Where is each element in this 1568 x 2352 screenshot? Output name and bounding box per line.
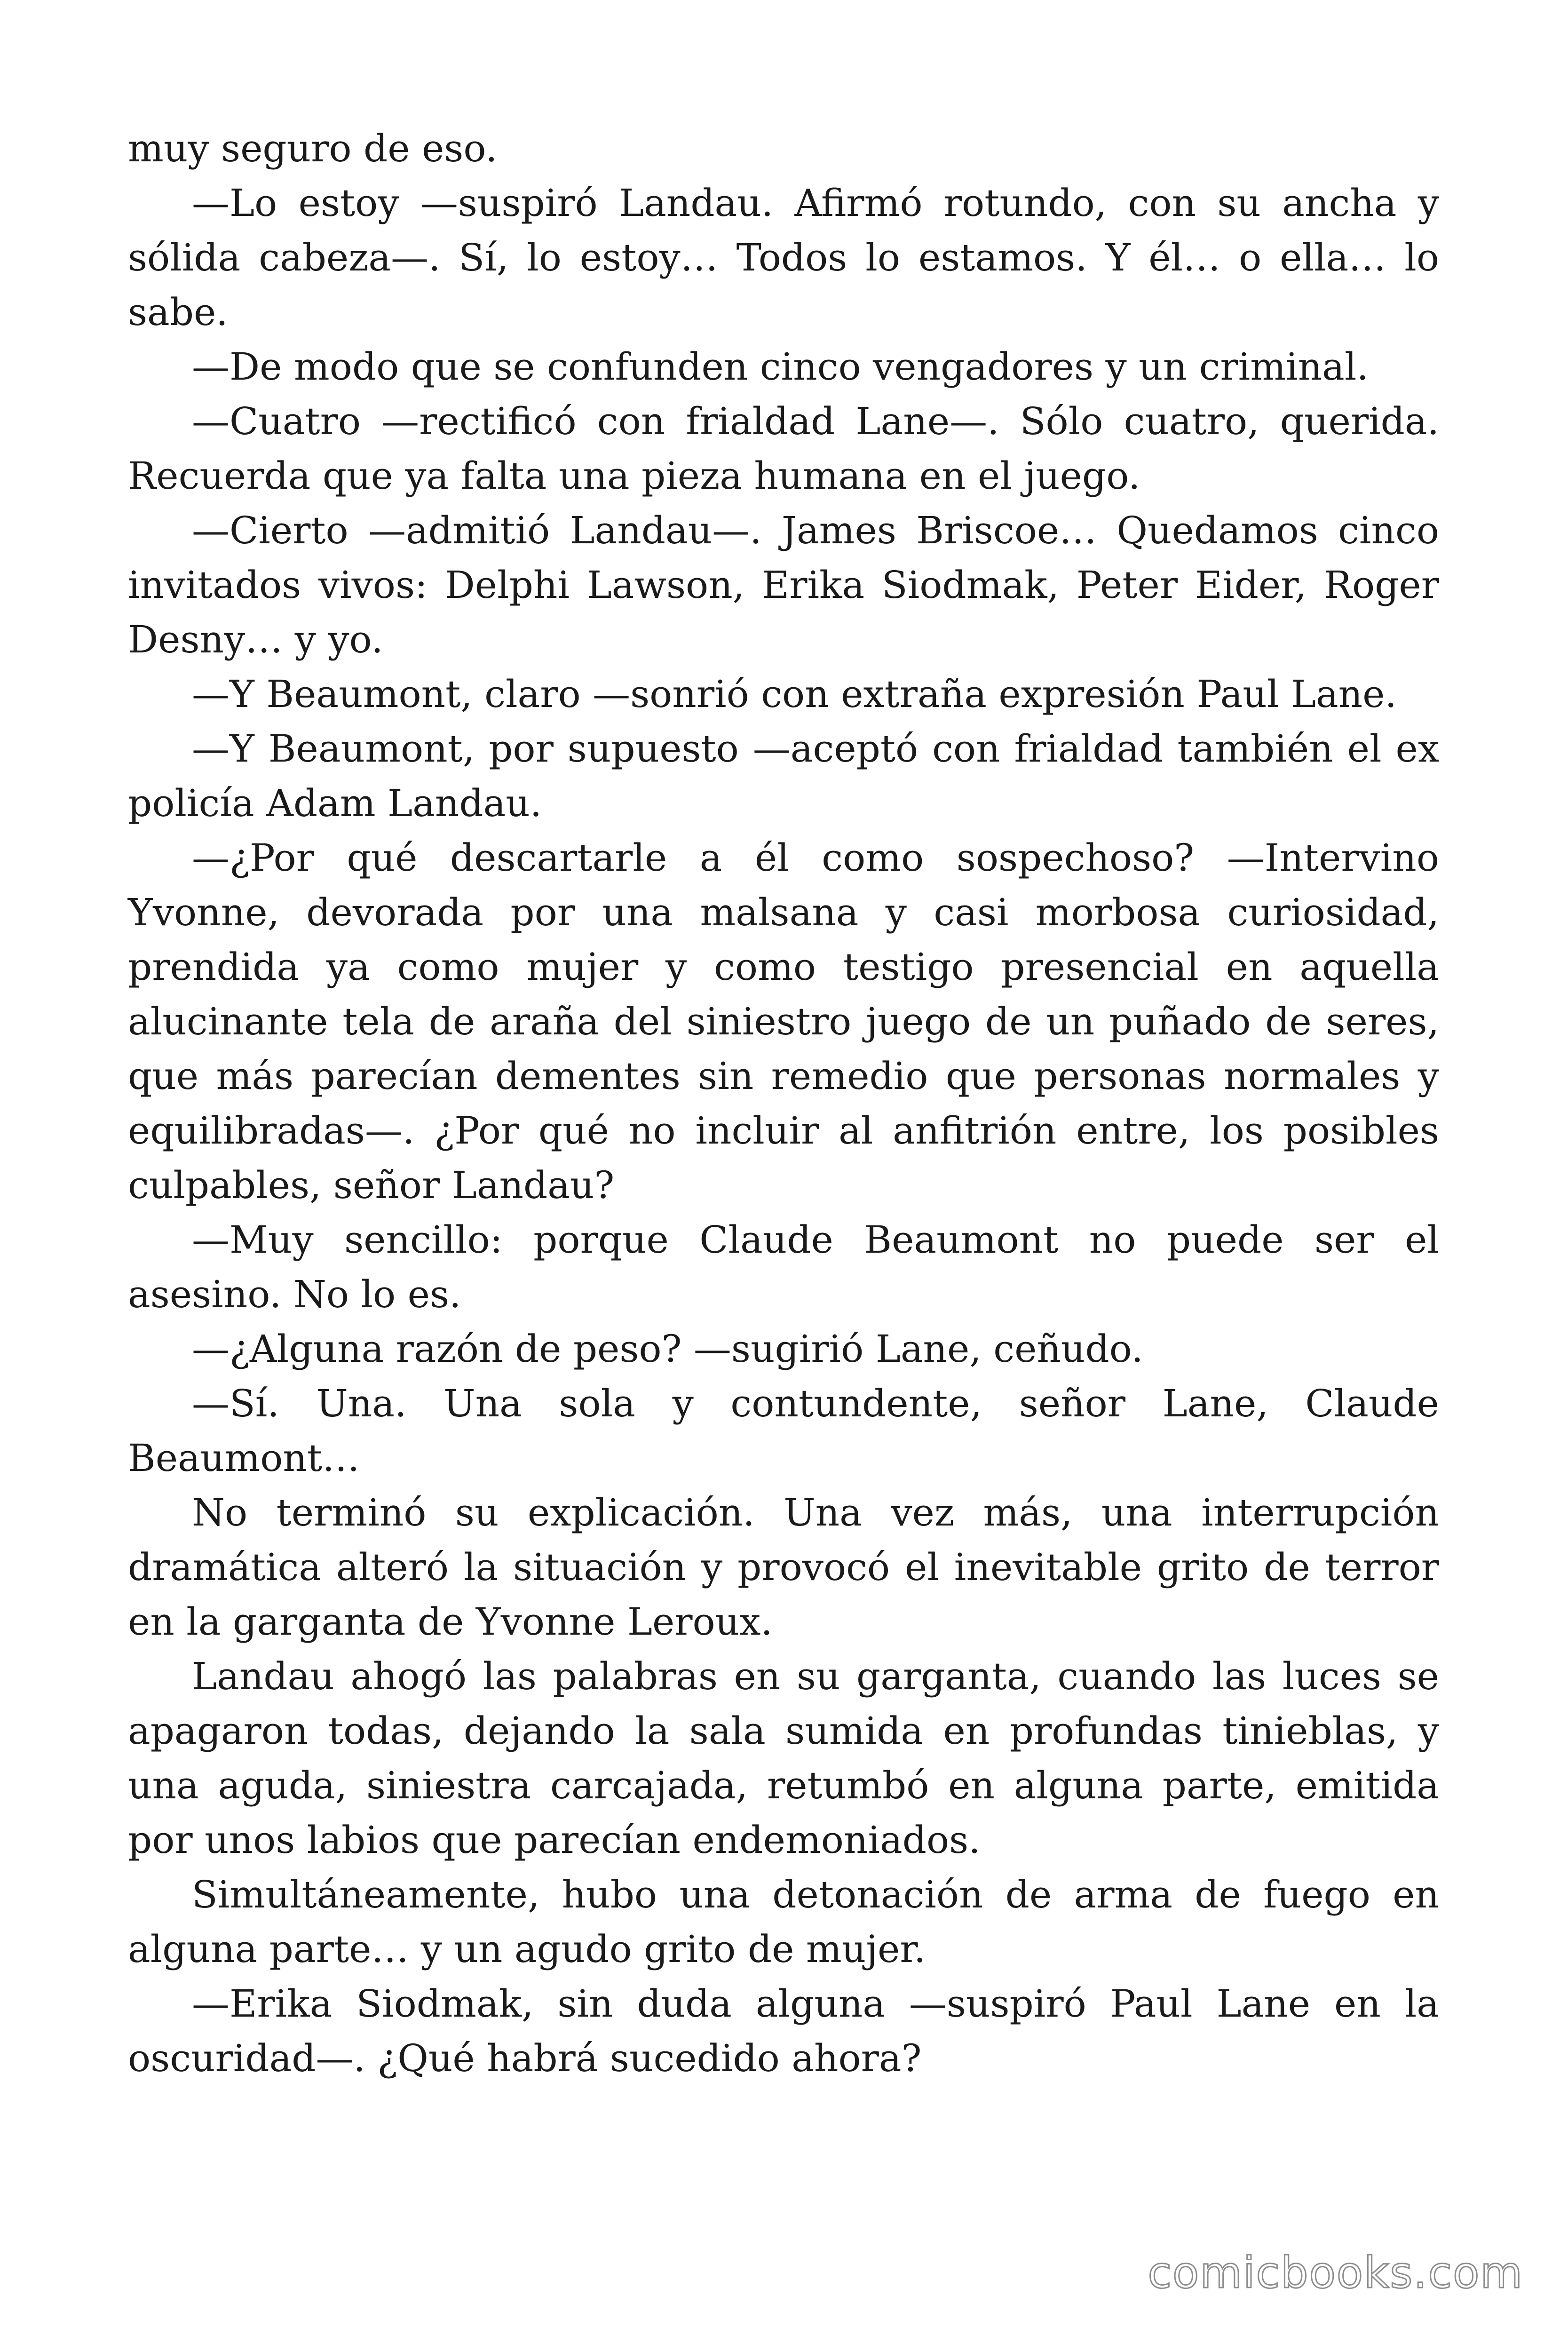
paragraph: —Lo estoy —suspiró Landau. Afirmó rotundo, con su ancha y sólida cabeza—. Sí, lo estoy… Todos lo estamos. Y él… o ella… lo sabe.: [128, 181, 1439, 334]
paragraph: Simultáneamente, hubo una detonación de arma de fuego en alguna parte… y un agudo grito de mujer.: [128, 1873, 1439, 1971]
paragraph: —Cierto —admitió Landau—. James Briscoe… Quedamos cinco invitados vivos: Delphi Lawson, Erika Siodmak, Peter Eider, Roger Desny… y yo.: [128, 509, 1439, 661]
paragraph: —Cuatro —rectificó con frialdad Lane—. Sólo cuatro, querida. Recuerda que ya falta una pieza humana en el juego.: [128, 399, 1439, 498]
body-text: [128, 121, 1439, 2086]
paragraph: Landau ahogó las palabras en su garganta, cuando las luces se apagaron todas, dejando la sala sumida en profundas tinieblas, y una aguda, siniestra carcajada, retumbó en alguna parte, emitida por unos labios que parecían endemoniados.: [128, 1654, 1439, 1862]
paragraph: —¿Por qué descartarle a él como sospechoso? —Intervino Yvonne, devorada por una malsana y casi morbosa curiosidad, prendida ya como mujer y como testigo presencial en aquella alucinante tela de araña del siniestro juego de un puñado de seres, que más parecían dementes sin remedio que personas normales y equilibradas—. ¿Por qué no incluir al anfitrión entre, los posibles culpables, señor Landau?: [128, 836, 1439, 1207]
watermark: comicbooks.com: [1148, 2248, 1523, 2298]
paragraph: No terminó su explicación. Una vez más, una interrupción dramática alteró la situación y provocó el inevitable grito de terror en la garganta de Yvonne Leroux.: [128, 1491, 1439, 1644]
paragraph: —Muy sencillo: porque Claude Beaumont no puede ser el asesino. No lo es.: [128, 1218, 1439, 1316]
paragraph: —Sí. Una. Una sola y contundente, señor Lane, Claude Beaumont…: [128, 1382, 1439, 1480]
paragraph: muy seguro de eso.: [128, 127, 498, 170]
paragraph: —¿Alguna razón de peso? —sugirió Lane, ceñudo.: [192, 1327, 1143, 1371]
paragraph: —Y Beaumont, por supuesto —aceptó con frialdad también el ex policía Adam Landau.: [128, 727, 1439, 825]
paragraph: —De modo que se confunden cinco vengadores y un criminal.: [192, 345, 1369, 389]
paragraph: —Y Beaumont, claro —sonrió con extraña expresión Paul Lane.: [192, 672, 1397, 716]
paragraph: —Erika Siodmak, sin duda alguna —suspiró Paul Lane en la oscuridad—. ¿Qué habrá sucedido ahora?: [128, 1982, 1439, 2080]
